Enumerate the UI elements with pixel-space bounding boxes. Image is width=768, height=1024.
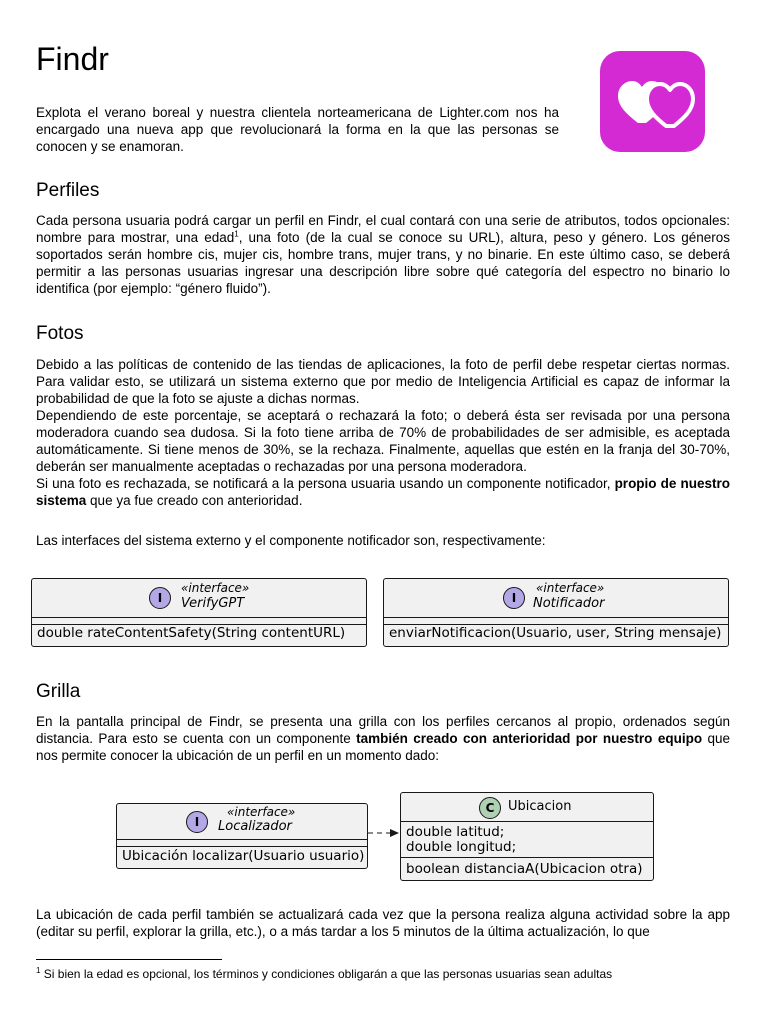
intro-paragraph: Explota el verano boreal y nuestra clientela norteamericana de Lighter.com nos ha encargado una nueva app que revolucionará la forma en la que las personas se conocen y se enamoran. — [36, 105, 559, 154]
two-hearts-icon — [600, 51, 705, 152]
uml-method: double rateContentSafety(String contentURL) — [37, 625, 346, 641]
uml-method: boolean distanciaA(Ubicacion otra) — [406, 861, 643, 877]
uml-class-ubicacion — [400, 792, 654, 881]
page-title: Findr — [36, 41, 109, 77]
fotos-body — [36, 356, 730, 509]
uml-method: Ubicación localizar(Usuario usuario) — [122, 848, 365, 864]
uml-stereotype: «interface» — [181, 581, 250, 595]
uml-interface-name: VerifyGPT — [181, 596, 245, 611]
interface-badge-icon: I — [186, 811, 208, 833]
fotos-paragraph-3: Si una foto es rechazada, se notificará a la persona usuaria usando un componente notificador, propio de nuestro sistema que ya fue creado con anterioridad. — [36, 476, 731, 508]
uml-class-name: Ubicacion — [508, 799, 572, 814]
footnote: $^1$ Si bien la edad es opcional, los términos y condiciones obligarán a que las personas usuarias sean adultas — [36, 966, 613, 981]
uml-field: double longitud; — [406, 839, 517, 855]
footnote-ref[interactable]: 1 — [234, 229, 239, 239]
grilla-paragraph: En la pantalla principal de Findr, se presenta una grilla con los perfiles cercanos al propio, ordenados según distancia. Para esto se cuenta con un componente también creado con anterioridad por nuestro equipo que nos permite conocer la ubicación de un perfil en un momento dado: — [36, 714, 731, 763]
uml-interface-notificador — [383, 578, 729, 647]
uml-interface-name: Localizador — [218, 819, 292, 834]
interface-badge-icon: I — [149, 587, 171, 609]
interface-badge-icon: I — [503, 587, 525, 609]
fotos-paragraph-1: Debido a las políticas de contenido de las tiendas de aplicaciones, la foto de perfil debe respetar ciertas normas. Para validar esto, se utilizará un sistema externo que por medio de Inteligencia Artificial es capaz de informar la probabilidad de que la foto se ajuste a dichas normas. — [36, 357, 730, 406]
heading-fotos: Fotos — [36, 323, 84, 344]
closing-paragraph: La ubicación de cada perfil también se actualizará cada vez que la persona realiza alguna actividad sobre la app (editar su perfil, explorar la grilla, etc.), o a más tardar a los 5 minutos de la última actualización, lo que — [36, 907, 730, 939]
uml-stereotype: «interface» — [227, 805, 296, 819]
app-logo — [600, 51, 705, 152]
uml-interface-localizador — [116, 803, 368, 869]
dependency-arrow — [366, 824, 402, 840]
uml-interface-verifygpt — [31, 578, 367, 647]
uml-method: enviarNotificacion(Usuario, user, String mensaje) — [389, 625, 722, 641]
fotos-paragraph-2: Dependiendo de este porcentaje, se aceptará o rechazará la foto; o deberá ésta ser revisada por una persona moderadora cuando sea dudosa. Si la foto tiene arriba de 70% de probabilidades de ser admisible, es aceptada automáticamente. Si tiene menos de 30%, se la rechaza. Finalmente, aquellas que estén en la franja del 30-70%, deberán ser manualmente aceptadas o rechazadas por una persona moderadora. — [36, 408, 730, 474]
perfiles-paragraph: Cada persona usuaria podrá cargar un perfil en Findr, el cual contará con una serie de atributos, todos opcionales: nombre para mostrar, una edad$^1$, una foto (de la cual se conoce su URL), altura, peso y género. Los géneros soportados serán hombre cis, mujer cis, hombre trans, mujer trans, y no binarie. En este último caso, se deberá permitir a las personas usuarias ingresar una descripción libre sobre qué categoría del espectro no binario lo identifica (por ejemplo: “género fluido”). — [36, 213, 730, 296]
heading-grilla: Grilla — [36, 681, 81, 702]
uml-field: double latitud; — [406, 824, 505, 840]
footnote-divider — [36, 959, 222, 960]
heading-perfiles: Perfiles — [36, 180, 100, 201]
uml-stereotype: «interface» — [536, 581, 605, 595]
fotos-paragraph-4: Las interfaces del sistema externo y el componente notificador son, respectivamente: — [36, 533, 546, 548]
class-badge-icon: C — [479, 797, 501, 819]
uml-interface-name: Notificador — [533, 596, 605, 611]
